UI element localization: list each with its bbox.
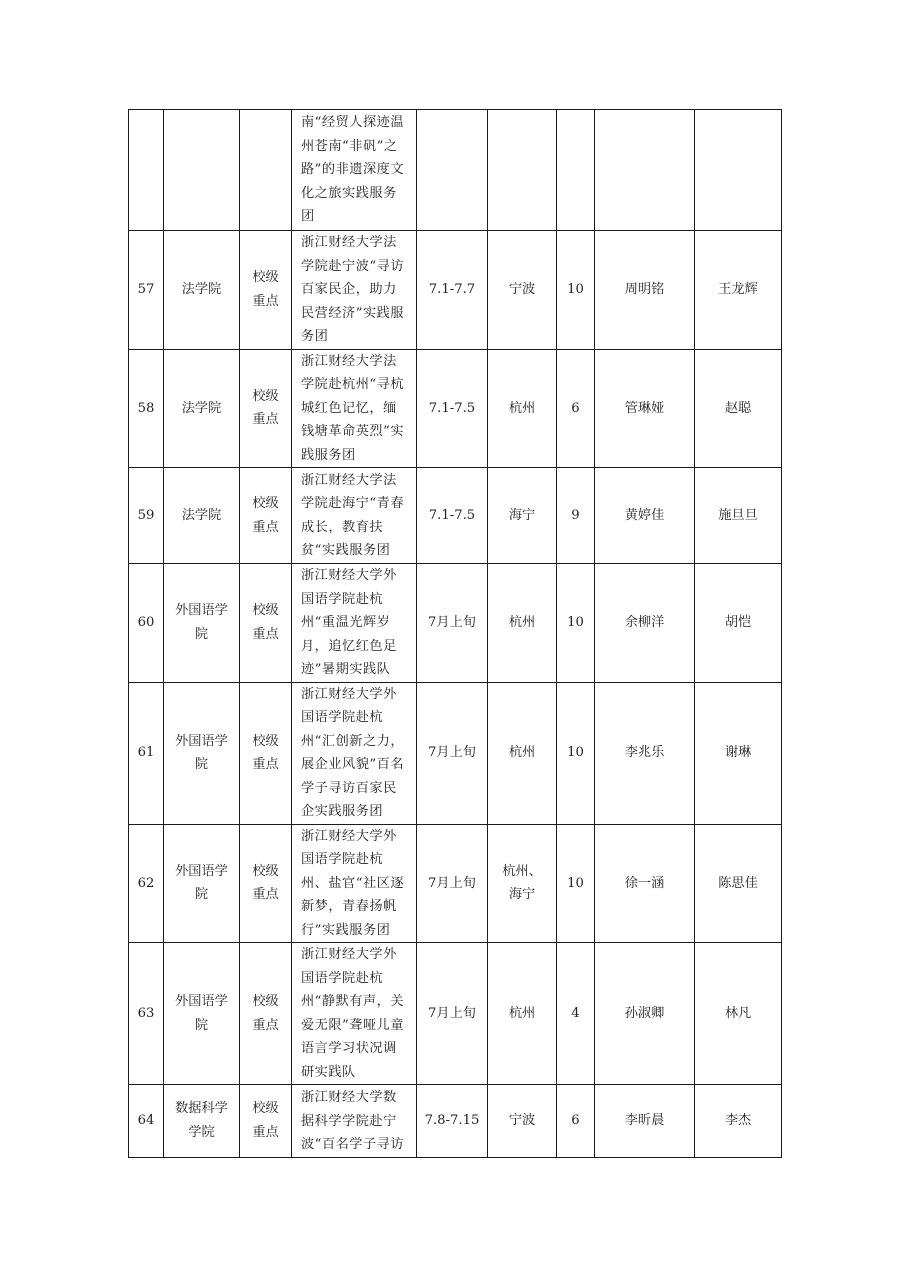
leader-cell bbox=[595, 1085, 695, 1158]
leader-cell-text: 余柳洋 bbox=[624, 615, 665, 630]
leader-cell-text: 李兆乐 bbox=[624, 745, 665, 761]
project-name-cell-text: 浙江财经大学法学院赴海宁“青春成长，教育扶贫“实践服务团 bbox=[301, 472, 405, 558]
time-cell bbox=[417, 349, 488, 468]
level-cell bbox=[240, 943, 292, 1085]
teacher-cell-text: 林凡 bbox=[724, 1005, 752, 1021]
leader-cell-text: 徐一涵 bbox=[624, 875, 665, 891]
level-cell-text: 校级重点 bbox=[252, 270, 279, 309]
college-cell bbox=[164, 1085, 240, 1158]
teacher-cell bbox=[695, 1085, 782, 1158]
college-cell-text: 法学院 bbox=[181, 507, 222, 523]
time-cell bbox=[417, 231, 488, 350]
row-number bbox=[129, 110, 164, 231]
place-cell-text: 杭州 bbox=[508, 615, 536, 630]
table-row bbox=[129, 824, 782, 943]
project-name-cell-text: 浙江财经大学外国语学院赴杭州“静默有声，关爱无限”聋哑儿童语言学习状况调研实践队 bbox=[301, 947, 405, 1080]
leader-cell bbox=[595, 231, 695, 350]
level-cell bbox=[240, 1085, 292, 1158]
row-number bbox=[129, 943, 164, 1085]
row-number bbox=[129, 468, 164, 564]
time-cell-text: 7月上旬 bbox=[428, 745, 476, 761]
count-cell-text: 6 bbox=[571, 400, 580, 416]
leader-cell-text: 管琳娅 bbox=[624, 400, 665, 416]
level-cell bbox=[240, 231, 292, 350]
count-cell-text: 10 bbox=[567, 745, 584, 761]
college-cell-text: 法学院 bbox=[181, 400, 222, 416]
project-name-cell bbox=[292, 468, 417, 564]
teacher-cell-text: 施旦旦 bbox=[718, 507, 758, 523]
college-cell-text: 数据科学学院 bbox=[175, 1101, 228, 1140]
teacher-cell bbox=[695, 110, 782, 231]
level-cell-text: 校级重点 bbox=[252, 994, 279, 1033]
count-cell bbox=[557, 110, 595, 231]
table-row bbox=[129, 564, 782, 683]
project-name-cell bbox=[292, 349, 417, 468]
row-number-text: 64 bbox=[137, 1113, 155, 1128]
teacher-cell bbox=[695, 349, 782, 468]
count-cell-text: 4 bbox=[571, 1005, 580, 1021]
level-cell-text: 校级重点 bbox=[252, 733, 279, 772]
place-cell bbox=[488, 349, 557, 468]
place-cell bbox=[488, 824, 557, 943]
college-cell bbox=[164, 231, 240, 350]
place-cell-text: 宁波 bbox=[508, 1113, 536, 1128]
row-number bbox=[129, 564, 164, 683]
teacher-cell-text: 李杰 bbox=[724, 1113, 752, 1128]
place-cell bbox=[488, 682, 557, 824]
leader-cell-text: 孙淑卿 bbox=[624, 1005, 665, 1021]
leader-cell bbox=[595, 468, 695, 564]
teacher-cell bbox=[695, 682, 782, 824]
level-cell-text: 校级重点 bbox=[252, 863, 279, 903]
level-cell bbox=[240, 824, 292, 943]
count-cell bbox=[557, 943, 595, 1085]
project-name-cell-text: 浙江财经大学外国语学院赴杭州“汇创新之力，展企业风貌”百名学子寻访百家民企实践服务团 bbox=[301, 686, 405, 819]
row-number-text: 61 bbox=[137, 745, 155, 761]
teacher-cell-text: 王龙辉 bbox=[718, 282, 758, 297]
teacher-cell bbox=[695, 564, 782, 683]
leader-cell bbox=[595, 682, 695, 824]
row-number bbox=[129, 1085, 164, 1158]
place-cell-text: 杭州 bbox=[508, 1005, 536, 1021]
time-cell-text: 7.8-7.15 bbox=[424, 1113, 480, 1128]
college-cell bbox=[164, 682, 240, 824]
row-number bbox=[129, 682, 164, 824]
place-cell bbox=[488, 468, 557, 564]
college-cell-text: 外国语学院 bbox=[175, 863, 228, 903]
count-cell bbox=[557, 1085, 595, 1158]
leader-cell-text: 李昕晨 bbox=[624, 1113, 665, 1128]
level-cell-text: 校级重点 bbox=[252, 496, 279, 535]
college-cell bbox=[164, 349, 240, 468]
row-number-text: 58 bbox=[137, 400, 155, 416]
count-cell-text: 9 bbox=[571, 507, 580, 523]
count-cell bbox=[557, 824, 595, 943]
project-name-cell-text: 浙江财经大学法学院赴杭州“寻杭城红色记忆，缅钱塘革命英烈”实践服务团 bbox=[301, 353, 405, 463]
count-cell bbox=[557, 564, 595, 683]
row-number bbox=[129, 231, 164, 350]
time-cell-text: 7月上旬 bbox=[428, 875, 476, 891]
teacher-cell-text: 胡恺 bbox=[724, 615, 752, 630]
table-row bbox=[129, 110, 782, 231]
table-body bbox=[129, 110, 782, 1158]
time-cell bbox=[417, 682, 488, 824]
time-cell bbox=[417, 1085, 488, 1158]
table-row bbox=[129, 682, 782, 824]
college-cell-text: 外国语学院 bbox=[175, 733, 228, 772]
project-name-cell-text: 浙江财经大学外国语学院赴杭州“重温光辉岁月，追忆红色足迹”暑期实践队 bbox=[301, 568, 397, 677]
leader-cell-text: 周明铭 bbox=[624, 282, 665, 297]
level-cell bbox=[240, 468, 292, 564]
teacher-cell-text: 陈思佳 bbox=[718, 875, 758, 891]
project-name-cell bbox=[292, 824, 417, 943]
teacher-cell-text: 谢琳 bbox=[724, 745, 752, 761]
row-number-text: 59 bbox=[137, 507, 155, 523]
count-cell bbox=[557, 682, 595, 824]
college-cell bbox=[164, 468, 240, 564]
teacher-cell bbox=[695, 231, 782, 350]
project-name-cell bbox=[292, 110, 417, 231]
project-name-cell-text: 浙江财经大学法学院赴宁波“寻访百家民企，助力民营经济”实践服务团 bbox=[301, 235, 405, 344]
place-cell bbox=[488, 110, 557, 231]
row-number-text: 63 bbox=[137, 1005, 155, 1021]
row-number bbox=[129, 349, 164, 468]
time-cell bbox=[417, 943, 488, 1085]
leader-cell bbox=[595, 349, 695, 468]
time-cell bbox=[417, 564, 488, 683]
table-row bbox=[129, 349, 782, 468]
project-name-cell-text: 浙江财经大学数据科学学院赴宁波“百名学子寻访 bbox=[301, 1090, 405, 1152]
time-cell bbox=[417, 110, 488, 231]
place-cell-text: 宁波 bbox=[508, 282, 536, 297]
college-cell-text: 法学院 bbox=[181, 282, 222, 297]
place-cell-text: 海宁 bbox=[508, 507, 536, 523]
leader-cell bbox=[595, 110, 695, 231]
level-cell-text: 校级重点 bbox=[252, 603, 279, 642]
row-number-text: 60 bbox=[137, 615, 155, 630]
count-cell-text: 10 bbox=[567, 615, 584, 630]
project-name-cell bbox=[292, 231, 417, 350]
level-cell bbox=[240, 110, 292, 231]
place-cell bbox=[488, 1085, 557, 1158]
table-row bbox=[129, 1085, 782, 1158]
row-number-text: 62 bbox=[137, 875, 155, 891]
leader-cell bbox=[595, 943, 695, 1085]
leader-cell bbox=[595, 824, 695, 943]
count-cell bbox=[557, 349, 595, 468]
place-cell-text: 杭州、海宁 bbox=[502, 863, 542, 903]
project-name-cell bbox=[292, 1085, 417, 1158]
project-table bbox=[128, 109, 782, 1158]
table-row bbox=[129, 943, 782, 1085]
leader-cell bbox=[595, 564, 695, 683]
teacher-cell bbox=[695, 468, 782, 564]
level-cell bbox=[240, 564, 292, 683]
time-cell-text: 7月上旬 bbox=[428, 1005, 476, 1021]
count-cell-text: 10 bbox=[567, 282, 584, 297]
college-cell bbox=[164, 943, 240, 1085]
count-cell bbox=[557, 468, 595, 564]
time-cell-text: 7.1-7.5 bbox=[428, 400, 476, 416]
count-cell-text: 10 bbox=[567, 875, 584, 891]
place-cell bbox=[488, 231, 557, 350]
time-cell-text: 7月上旬 bbox=[428, 615, 476, 630]
place-cell-text: 杭州 bbox=[508, 745, 536, 761]
table-row bbox=[129, 231, 782, 350]
college-cell-text: 外国语学院 bbox=[175, 603, 228, 642]
level-cell bbox=[240, 682, 292, 824]
college-cell bbox=[164, 110, 240, 231]
project-name-cell-text: 浙江财经大学外国语学院赴杭州、盐官“社区逐新梦，青春扬帆行”实践服务团 bbox=[301, 828, 405, 938]
teacher-cell-text: 赵聪 bbox=[724, 400, 752, 416]
time-cell-text: 7.1-7.7 bbox=[428, 282, 476, 297]
teacher-cell bbox=[695, 824, 782, 943]
project-name-cell-text: 南“经贸人探迹温州苍南“非矾”之路”的非遗深度文化之旅实践服务团 bbox=[301, 115, 405, 225]
project-name-cell bbox=[292, 943, 417, 1085]
count-cell-text: 6 bbox=[571, 1113, 580, 1128]
place-cell bbox=[488, 564, 557, 683]
college-cell bbox=[164, 824, 240, 943]
place-cell-text: 杭州 bbox=[508, 400, 536, 416]
leader-cell-text: 黄婷佳 bbox=[624, 507, 665, 523]
college-cell bbox=[164, 564, 240, 683]
level-cell bbox=[240, 349, 292, 468]
time-cell bbox=[417, 468, 488, 564]
time-cell bbox=[417, 824, 488, 943]
place-cell bbox=[488, 943, 557, 1085]
row-number-text: 57 bbox=[137, 282, 155, 297]
level-cell-text: 校级重点 bbox=[252, 1101, 279, 1140]
teacher-cell bbox=[695, 943, 782, 1085]
project-name-cell bbox=[292, 682, 417, 824]
project-name-cell bbox=[292, 564, 417, 683]
count-cell bbox=[557, 231, 595, 350]
college-cell-text: 外国语学院 bbox=[175, 994, 228, 1033]
level-cell-text: 校级重点 bbox=[252, 388, 279, 428]
row-number bbox=[129, 824, 164, 943]
time-cell-text: 7.1-7.5 bbox=[428, 507, 476, 523]
table-row bbox=[129, 468, 782, 564]
